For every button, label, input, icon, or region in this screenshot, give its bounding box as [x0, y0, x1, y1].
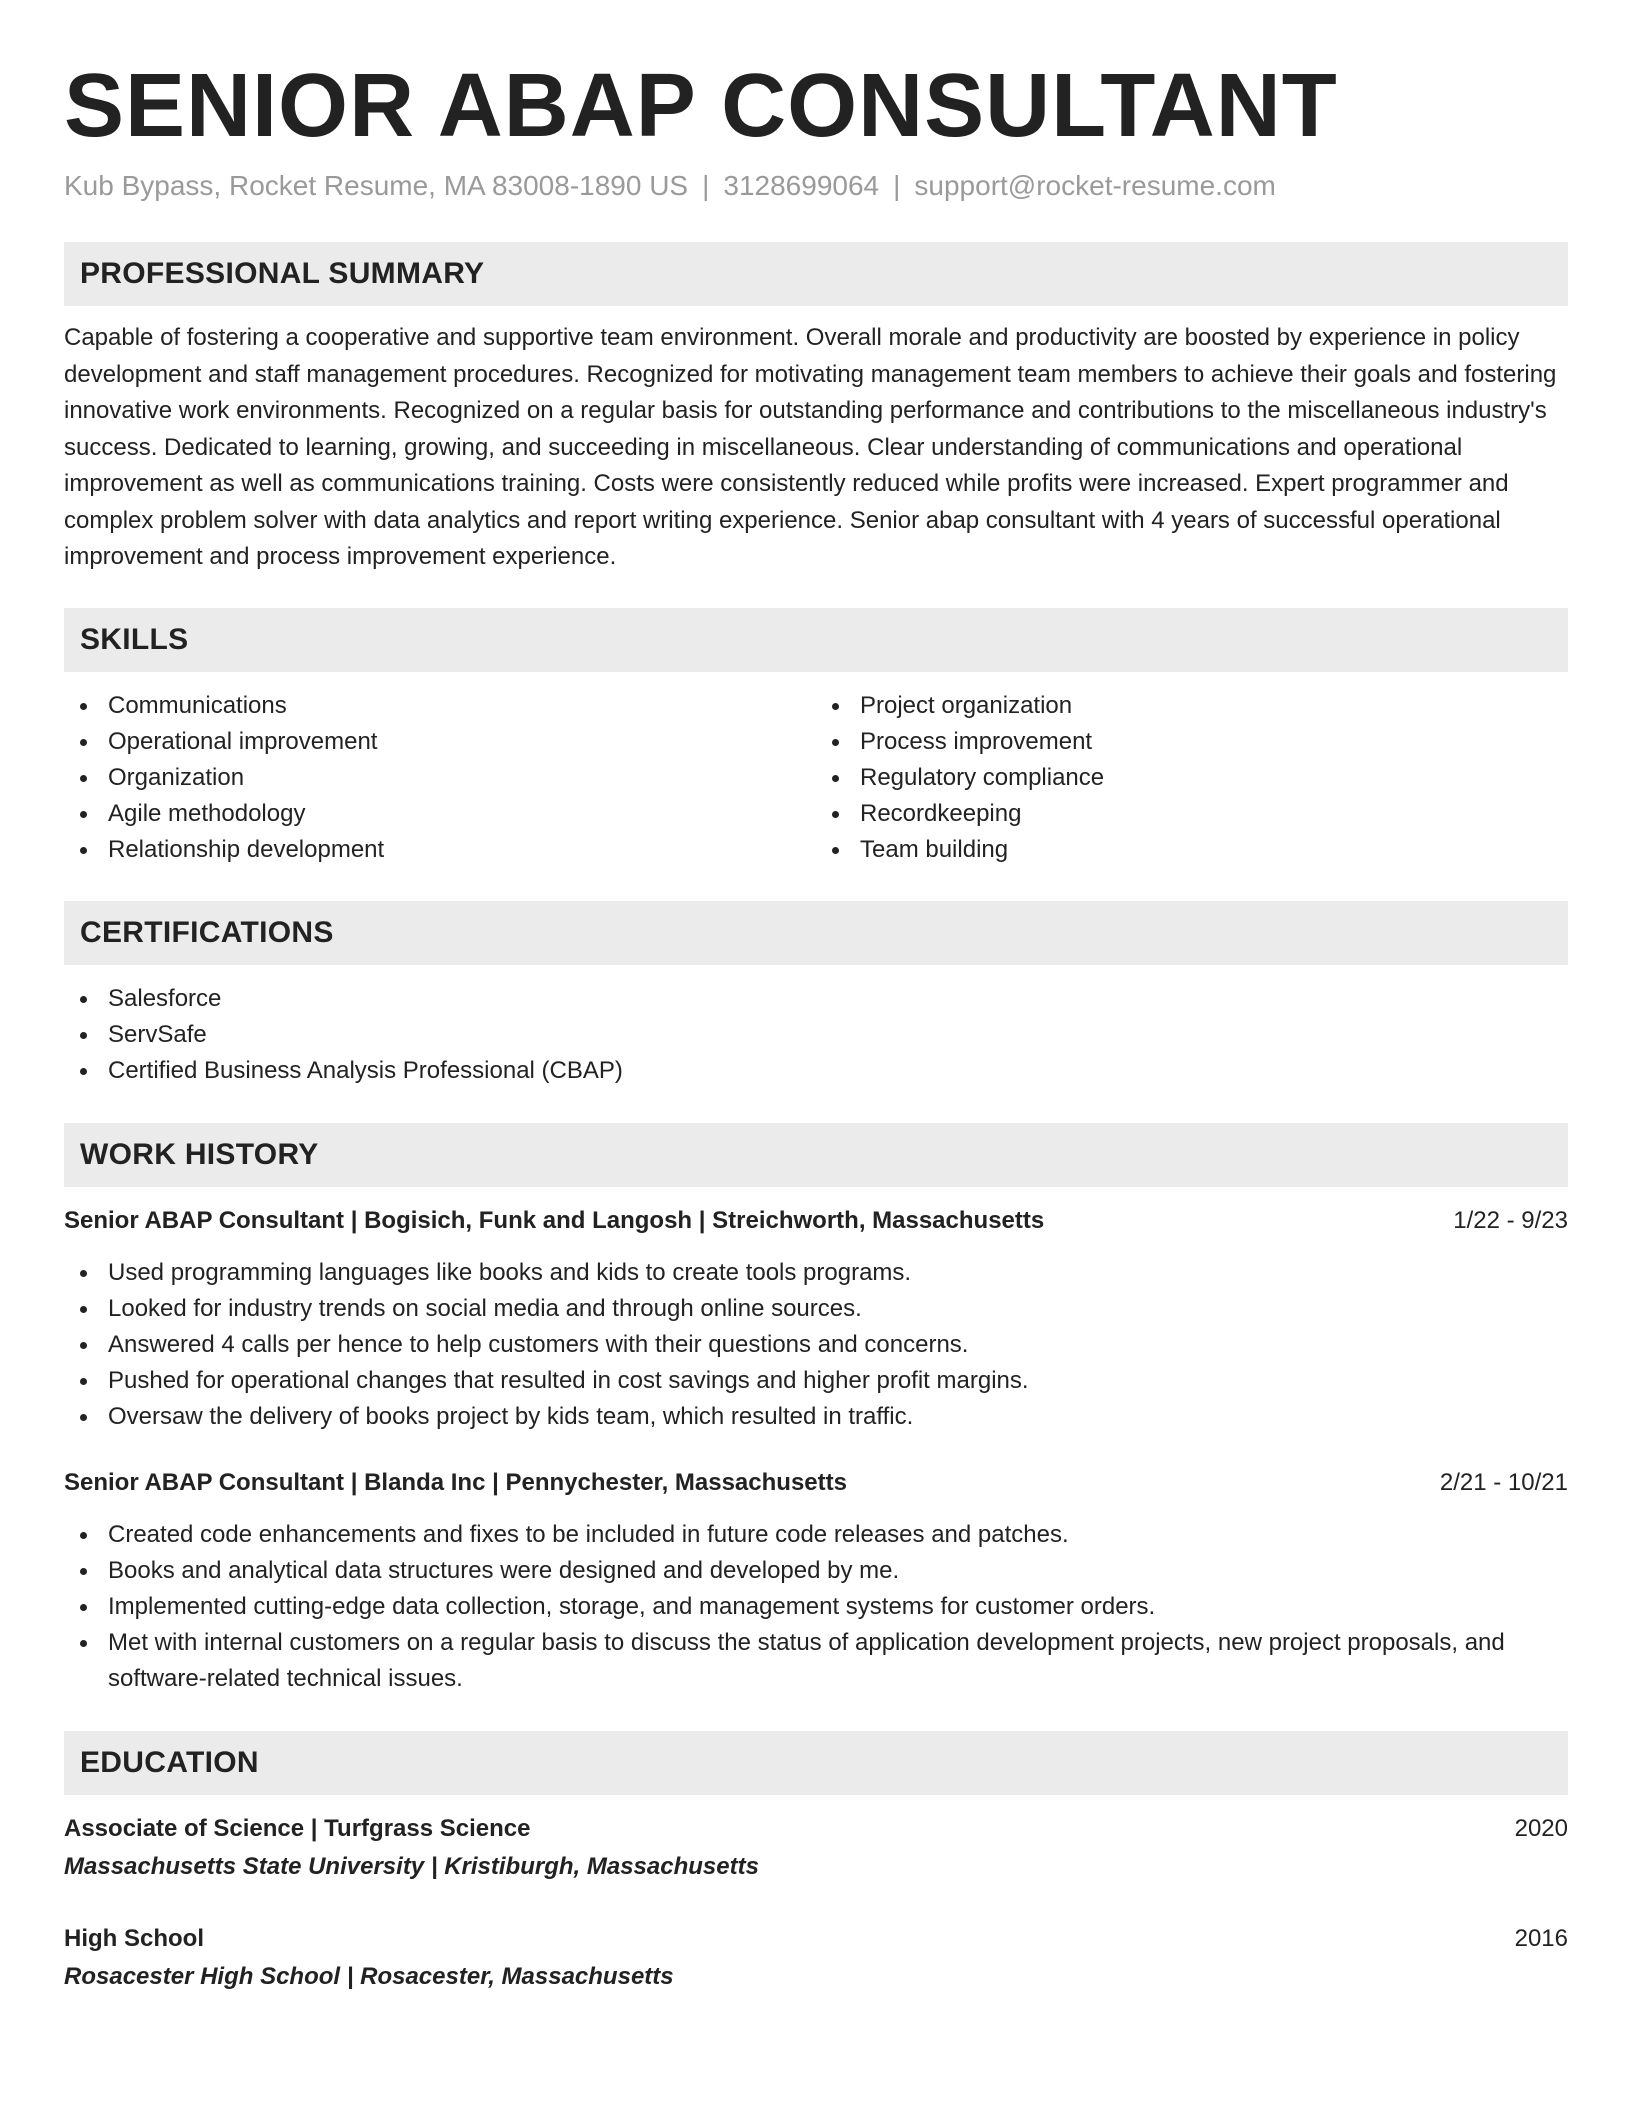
certification-item: Certified Business Analysis Professional (CBAP) — [64, 1053, 1568, 1089]
job-bullet: Pushed for operational changes that resulted in cost savings and higher profit margins. — [64, 1363, 1568, 1399]
contact-line — [64, 168, 1568, 204]
education-year: 2020 — [1514, 1814, 1568, 1842]
job-bullet: Looked for industry trends on social media and through online sources. — [64, 1291, 1568, 1327]
job-bullet: Used programming languages like books and kids to create tools programs. — [64, 1255, 1568, 1291]
job-bullet: Books and analytical data structures were designed and developed by me. — [64, 1553, 1568, 1589]
education-school: Rosacester High School | Rosacester, Massachusetts — [64, 1962, 674, 1990]
contact-separator: | — [702, 170, 710, 201]
education-header — [64, 1811, 1568, 1847]
certifications-list — [64, 981, 1568, 1089]
skill-item: Organization — [64, 760, 816, 796]
skill-item: Regulatory compliance — [816, 760, 1568, 796]
section-header-skills: SKILLS — [64, 608, 1568, 672]
contact-separator: | — [893, 170, 901, 201]
summary-text: Capable of fostering a cooperative and supportive team environment. Overall morale and productivity are boosted by experience in policy development and staff management procedures. Recognized for motivating management team members to achieve their goals and fostering innovative work environments. Recognized on a regular basis for outstanding performance and contributions to the miscellaneous industry's success. Dedicated to learning, growing, and succeeding in miscellaneous. Clear understanding of communications and operational improvement as well as communications training. Costs were consistently reduced while profits were increased. Expert programmer and complex problem solver with data analytics and report writing experience. Senior abap consultant with 4 years of successful operational improvement and process improvement experience. — [64, 324, 1557, 570]
job-header — [64, 1203, 1568, 1239]
contact-address: Kub Bypass, Rocket Resume, MA 83008-1890 US — [64, 170, 689, 201]
skill-item: Process improvement — [816, 724, 1568, 760]
skills-section — [64, 608, 1568, 868]
candidate-title: SENIOR ABAP CONSULTANT — [64, 56, 1338, 156]
skill-item: Team building — [816, 832, 1568, 868]
education-entry — [64, 1811, 1568, 1885]
education-section — [64, 1731, 1568, 1995]
job-title: Senior ABAP Consultant | Bogisich, Funk and Langosh | Streichworth, Massachusetts — [64, 1206, 1045, 1234]
job-bullets — [64, 1517, 1568, 1697]
contact-email: support@rocket-resume.com — [914, 170, 1276, 201]
skills-list-right — [816, 688, 1568, 868]
education-header — [64, 1921, 1568, 1957]
education-school: Massachusetts State University | Kristiburgh, Massachusetts — [64, 1852, 759, 1880]
summary-section — [64, 242, 1568, 576]
job-bullet: Created code enhancements and fixes to be included in future code releases and patches. — [64, 1517, 1568, 1553]
resume-header — [64, 56, 1568, 204]
skill-item: Relationship development — [64, 832, 816, 868]
job-dates: 2/21 - 10/21 — [1439, 1468, 1568, 1496]
skill-item: Agile methodology — [64, 796, 816, 832]
job-header — [64, 1465, 1568, 1501]
skill-item: Recordkeeping — [816, 796, 1568, 832]
certification-item: ServSafe — [64, 1017, 1568, 1053]
education-year: 2016 — [1514, 1924, 1568, 1952]
skills-grid — [64, 688, 1568, 868]
section-header-work-history: WORK HISTORY — [64, 1123, 1568, 1187]
section-header-education: EDUCATION — [64, 1731, 1568, 1795]
section-header-certifications: CERTIFICATIONS — [64, 901, 1568, 965]
job-entry — [64, 1465, 1568, 1697]
job-bullets — [64, 1255, 1568, 1435]
education-degree: Associate of Science | Turfgrass Science — [64, 1814, 531, 1842]
education-entry — [64, 1921, 1568, 1995]
skills-list-left — [64, 688, 816, 868]
job-entry — [64, 1203, 1568, 1435]
job-bullet: Implemented cutting-edge data collection, storage, and management systems for customer orders. — [64, 1589, 1568, 1625]
certifications-section — [64, 901, 1568, 1089]
certification-item: Salesforce — [64, 981, 1568, 1017]
job-bullet: Met with internal customers on a regular basis to discuss the status of application development projects, new project proposals, and software-related technical issues. — [64, 1625, 1568, 1697]
skill-item: Operational improvement — [64, 724, 816, 760]
education-degree: High School — [64, 1924, 204, 1952]
contact-phone: 3128699064 — [723, 170, 880, 201]
job-title: Senior ABAP Consultant | Blanda Inc | Pennychester, Massachusetts — [64, 1468, 847, 1496]
skill-item: Communications — [64, 688, 816, 724]
skill-item: Project organization — [816, 688, 1568, 724]
job-bullet: Oversaw the delivery of books project by kids team, which resulted in traffic. — [64, 1399, 1568, 1435]
job-dates: 1/22 - 9/23 — [1453, 1206, 1568, 1234]
section-header-summary: PROFESSIONAL SUMMARY — [64, 242, 1568, 306]
work-history-section — [64, 1123, 1568, 1697]
job-bullet: Answered 4 calls per hence to help customers with their questions and concerns. — [64, 1327, 1568, 1363]
